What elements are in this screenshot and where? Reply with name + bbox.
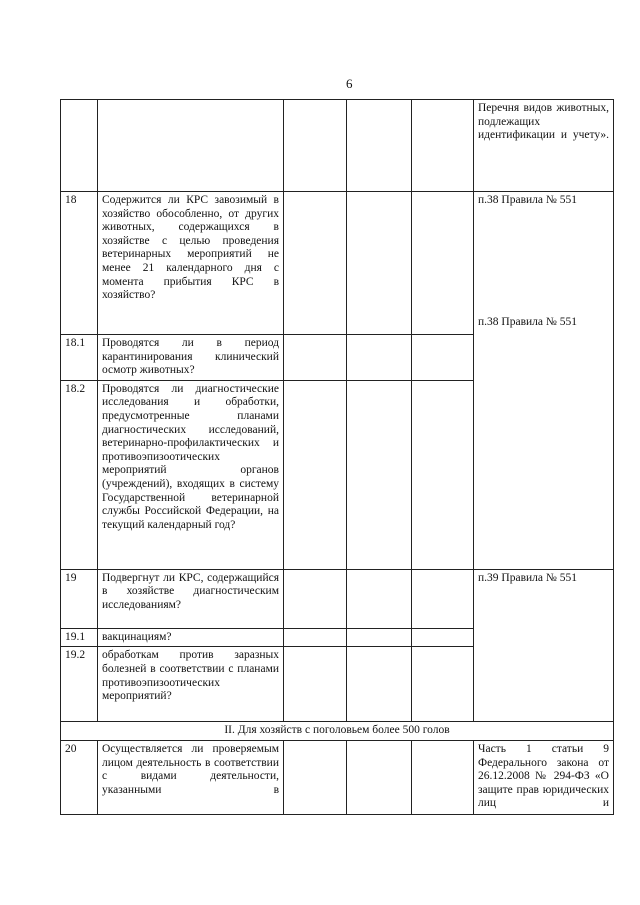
answer-cell <box>412 740 474 814</box>
question-cell: вакцинациям? <box>98 628 284 647</box>
table-row <box>61 569 614 628</box>
answer-cell <box>347 100 412 192</box>
table-row <box>61 100 614 192</box>
answer-cell <box>284 192 347 335</box>
answer-cell <box>284 628 347 647</box>
answer-cell <box>347 380 412 569</box>
row-number: 18 <box>61 192 98 335</box>
reference-text: п.38 Правила № 551 <box>478 315 577 328</box>
answer-cell <box>412 569 474 628</box>
reference-cell <box>474 192 614 570</box>
question-cell: Осуществляется ли проверяемым лицом деятельность в соответствии с видами деятельности, указанными в <box>98 740 284 814</box>
question-cell: Подвергнут ли КРС, содержащийся в хозяйстве диагностическим исследованиям? <box>98 569 284 628</box>
checklist-table <box>60 99 614 815</box>
question-cell: Проводятся ли в период карантинирования клинический осмотр животных? <box>98 335 284 381</box>
answer-cell <box>347 628 412 647</box>
row-number: 18.1 <box>61 335 98 381</box>
answer-cell <box>412 100 474 192</box>
reference-cell: Перечня видов животных, подлежащих идентификации и учету». <box>474 100 614 192</box>
question-cell: обработкам против заразных болезней в соответствии с планами противоэпизоотических мероприятий? <box>98 647 284 722</box>
section-row <box>61 722 614 741</box>
row-number: 20 <box>61 740 98 814</box>
table-row <box>61 192 614 335</box>
answer-cell <box>284 100 347 192</box>
answer-cell <box>412 380 474 569</box>
question-cell: Содержится ли КРС завозимый в хозяйство обособленно, от других животных, содержащихся в хозяйстве с целью проведения ветеринарных мероприятий не менее 21 календарного дня с момента прибытия КРС в хозяйство? <box>98 192 284 335</box>
answer-cell <box>347 569 412 628</box>
section-heading: II. Для хозяйств с поголовьем более 500 голов <box>61 722 614 741</box>
reference-cell: п.39 Правила № 551 <box>474 569 614 722</box>
answer-cell <box>284 335 347 381</box>
answer-cell <box>347 335 412 381</box>
row-number: 19.1 <box>61 628 98 647</box>
answer-cell <box>347 647 412 722</box>
answer-cell <box>347 740 412 814</box>
row-number: 18.2 <box>61 380 98 569</box>
table-row <box>61 740 614 814</box>
page-number: 6 <box>346 76 353 91</box>
answer-cell <box>284 380 347 569</box>
answer-cell <box>284 647 347 722</box>
answer-cell <box>412 628 474 647</box>
row-number: 19 <box>61 569 98 628</box>
answer-cell <box>412 335 474 381</box>
answer-cell <box>284 569 347 628</box>
question-cell <box>98 100 284 192</box>
answer-cell <box>412 647 474 722</box>
row-number: 19.2 <box>61 647 98 722</box>
answer-cell <box>412 192 474 335</box>
answer-cell <box>347 192 412 335</box>
answer-cell <box>284 740 347 814</box>
reference-cell: Часть 1 статьи 9 Федерального закона от 26.12.2008 № 294-ФЗ «О защите прав юридических лиц и <box>474 740 614 814</box>
question-cell: Проводятся ли диагностические исследования и обработки, предусмотренные планами диагностических исследований, ветеринарно-профилактических и противоэпизоотических мероприятий органов (учреждений), входящих в систему Государственной ветеринарной службы Российской Федерации, на текущий календарный год? <box>98 380 284 569</box>
reference-text: п.38 Правила № 551 <box>478 194 577 206</box>
row-number <box>61 100 98 192</box>
